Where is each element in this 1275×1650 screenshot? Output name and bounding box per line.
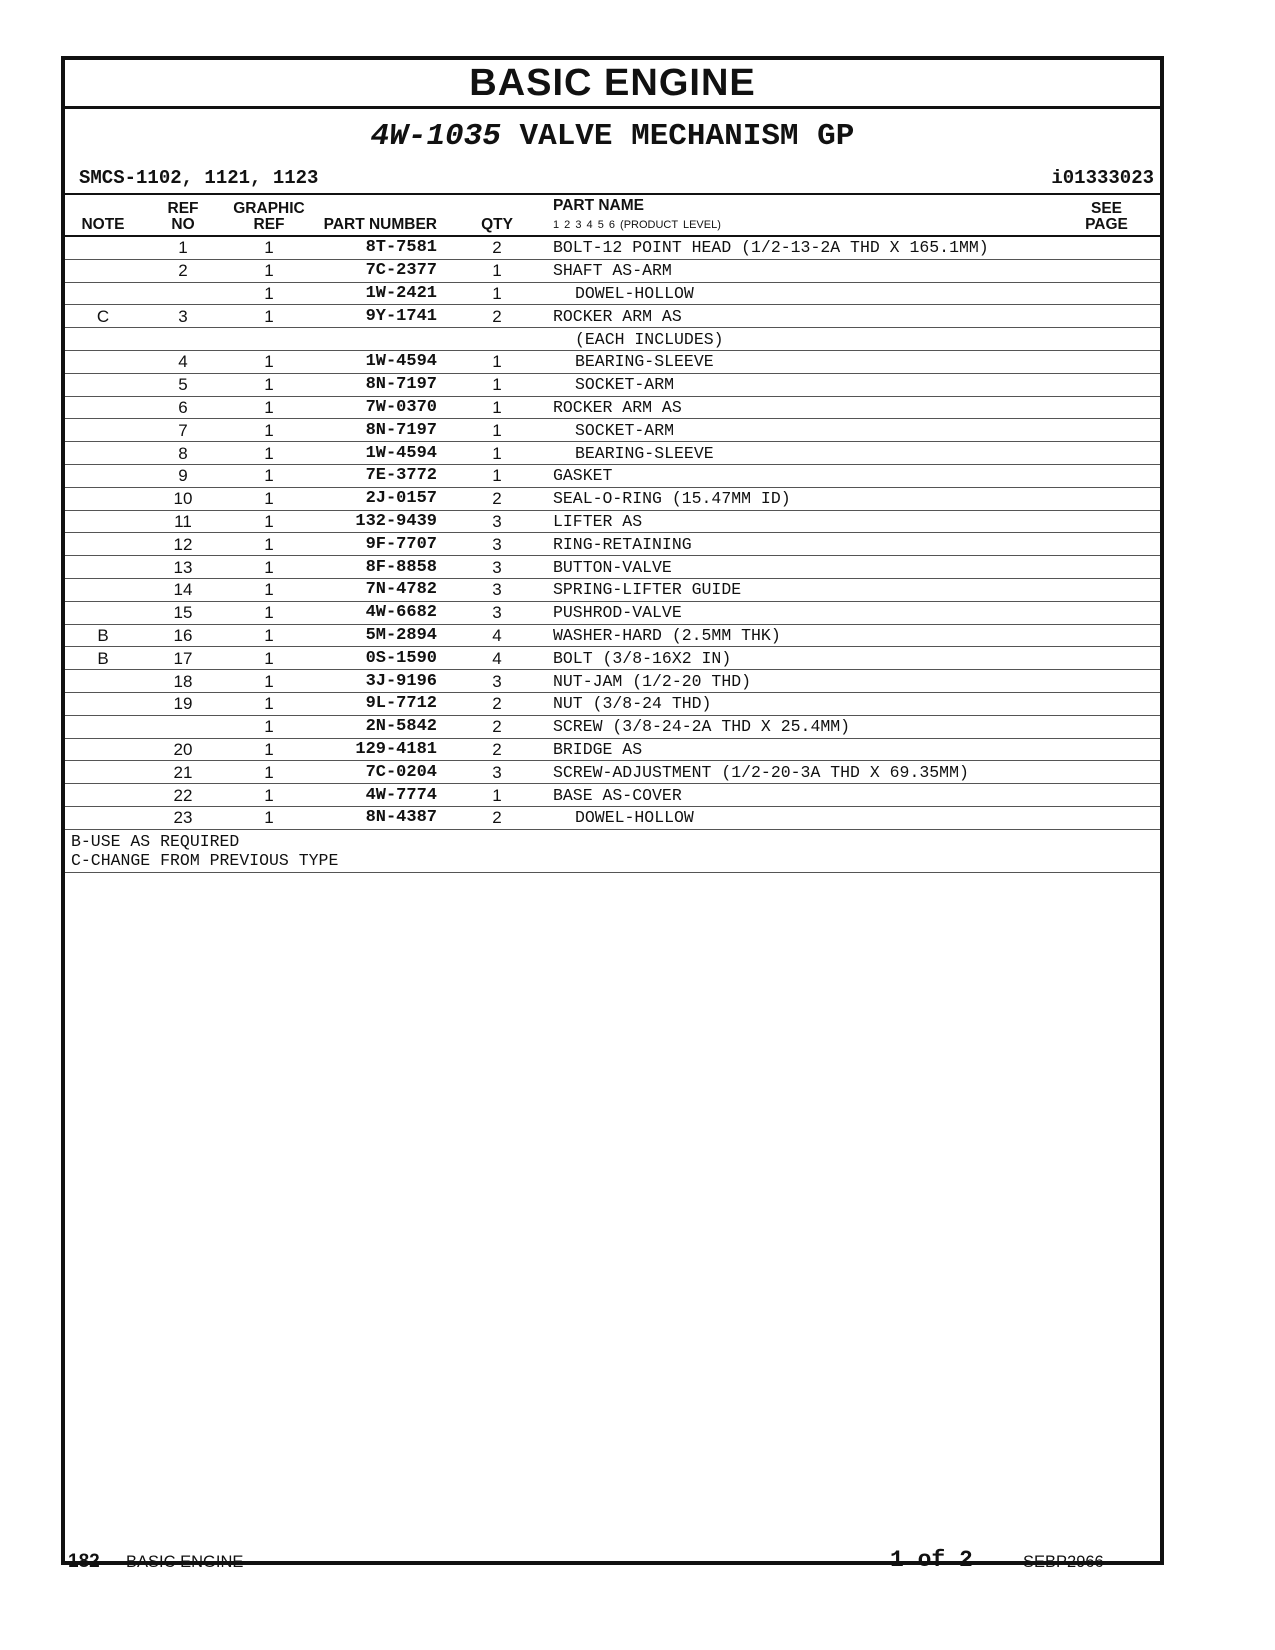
qty-cell: 2 <box>449 692 545 715</box>
part-number-cell: 5M-2894 <box>313 624 449 647</box>
ref-no-cell: 20 <box>141 738 225 761</box>
graphic-ref-cell: 1 <box>225 442 313 465</box>
document-id: i01333023 <box>1051 167 1154 189</box>
part-number-cell: 1W-2421 <box>313 282 449 305</box>
page-footer <box>0 1547 1275 1581</box>
graphic-ref-cell: 1 <box>225 670 313 693</box>
ref-no-cell: 2 <box>141 259 225 282</box>
page-number: 182 <box>68 1551 100 1572</box>
note-cell <box>65 761 141 784</box>
note-cell <box>65 419 141 442</box>
document-number: SEBP2966 <box>1023 1553 1104 1571</box>
part-name-cell: SEAL-O-RING (15.47MM ID) <box>545 487 1053 510</box>
qty-cell: 3 <box>449 601 545 624</box>
part-number-cell: 8F-8858 <box>313 556 449 579</box>
ref-no-cell: 12 <box>141 533 225 556</box>
footer-section: BASIC ENGINE <box>126 1553 244 1571</box>
see-page-cell <box>1053 419 1160 442</box>
see-page-cell <box>1053 282 1160 305</box>
part-name-cell: BASE AS-COVER <box>545 784 1053 807</box>
col-part-name: PART NAME 1 2 3 4 5 6 (PRODUCT LEVEL) <box>545 195 1053 236</box>
note-cell <box>65 556 141 579</box>
table-row <box>65 396 1160 419</box>
graphic-ref-cell: 1 <box>225 350 313 373</box>
ref-no-cell: 15 <box>141 601 225 624</box>
part-number-cell: 7E-3772 <box>313 464 449 487</box>
qty-cell: 3 <box>449 761 545 784</box>
part-number-cell: 9F-7707 <box>313 533 449 556</box>
part-name-cell: ROCKER ARM AS <box>545 305 1053 328</box>
table-row <box>65 282 1160 305</box>
part-number-cell: 8N-7197 <box>313 373 449 396</box>
note-cell <box>65 715 141 738</box>
note-cell <box>65 350 141 373</box>
qty-cell: 4 <box>449 647 545 670</box>
table-row <box>65 305 1160 328</box>
graphic-ref-cell: 1 <box>225 282 313 305</box>
product-level: 1 2 3 4 5 6 (PRODUCT LEVEL) <box>553 219 721 231</box>
smcs-row <box>65 165 1160 195</box>
see-page-cell <box>1053 442 1160 465</box>
graphic-ref-cell: 1 <box>225 647 313 670</box>
part-number-cell: 2N-5842 <box>313 715 449 738</box>
part-number-cell: 7C-0204 <box>313 761 449 784</box>
graphic-ref-cell: 1 <box>225 738 313 761</box>
part-number-cell <box>313 328 449 351</box>
qty-cell: 3 <box>449 533 545 556</box>
see-page-cell <box>1053 578 1160 601</box>
qty-cell: 2 <box>449 487 545 510</box>
graphic-ref-cell: 1 <box>225 396 313 419</box>
note-cell <box>65 442 141 465</box>
see-page-cell <box>1053 784 1160 807</box>
table-row <box>65 373 1160 396</box>
ref-no-cell: 18 <box>141 670 225 693</box>
qty-cell: 3 <box>449 510 545 533</box>
part-number-cell: 9L-7712 <box>313 692 449 715</box>
see-page-cell <box>1053 670 1160 693</box>
ref-no-cell: 19 <box>141 692 225 715</box>
table-row <box>65 442 1160 465</box>
ref-no-cell: 14 <box>141 578 225 601</box>
part-name-cell: PUSHROD-VALVE <box>545 601 1053 624</box>
table-row <box>65 578 1160 601</box>
part-number-cell: 8N-7197 <box>313 419 449 442</box>
ref-no-cell: 11 <box>141 510 225 533</box>
note-cell <box>65 236 141 259</box>
graphic-ref-cell: 1 <box>225 305 313 328</box>
part-name-cell: SCREW-ADJUSTMENT (1/2-20-3A THD X 69.35MM) <box>545 761 1053 784</box>
part-name-cell: SCREW (3/8-24-2A THD X 25.4MM) <box>545 715 1053 738</box>
part-name-cell: SOCKET-ARM <box>545 373 1053 396</box>
ref-no-cell: 1 <box>141 236 225 259</box>
table-row <box>65 464 1160 487</box>
col-see-page: SEE PAGE <box>1053 195 1160 236</box>
table-row <box>65 601 1160 624</box>
qty-cell: 1 <box>449 464 545 487</box>
see-page-cell <box>1053 624 1160 647</box>
see-page-cell <box>1053 715 1160 738</box>
ref-no-cell: 4 <box>141 350 225 373</box>
graphic-ref-cell: 1 <box>225 533 313 556</box>
table-row <box>65 670 1160 693</box>
qty-cell: 1 <box>449 282 545 305</box>
graphic-ref-cell: 1 <box>225 464 313 487</box>
graphic-ref-cell: 1 <box>225 578 313 601</box>
note-cell <box>65 692 141 715</box>
table-row <box>65 692 1160 715</box>
ref-no-cell: 10 <box>141 487 225 510</box>
part-name-cell: ROCKER ARM AS <box>545 396 1053 419</box>
qty-cell: 1 <box>449 419 545 442</box>
part-name-cell: BUTTON-VALVE <box>545 556 1053 579</box>
see-page-cell <box>1053 464 1160 487</box>
table-row <box>65 761 1160 784</box>
see-page-cell <box>1053 350 1160 373</box>
table-row <box>65 510 1160 533</box>
parts-table-body <box>65 236 1160 829</box>
graphic-ref-cell: 1 <box>225 624 313 647</box>
note-cell <box>65 738 141 761</box>
smcs-codes: SMCS-1102, 1121, 1123 <box>79 167 319 189</box>
ref-no-cell: 16 <box>141 624 225 647</box>
graphic-ref-cell: 1 <box>225 806 313 829</box>
part-name-cell: BOLT (3/8-16X2 IN) <box>545 647 1053 670</box>
see-page-cell <box>1053 647 1160 670</box>
part-name-cell: NUT (3/8-24 THD) <box>545 692 1053 715</box>
note-cell <box>65 533 141 556</box>
part-name-cell: NUT-JAM (1/2-20 THD) <box>545 670 1053 693</box>
qty-cell <box>449 328 545 351</box>
part-name-cell: GASKET <box>545 464 1053 487</box>
ref-no-cell: 22 <box>141 784 225 807</box>
see-page-cell <box>1053 533 1160 556</box>
page-of: 1 of 2 <box>890 1547 973 1573</box>
ref-no-cell: 6 <box>141 396 225 419</box>
parts-table <box>65 195 1160 830</box>
ref-no-cell: 23 <box>141 806 225 829</box>
part-number-cell: 7N-4782 <box>313 578 449 601</box>
part-number-cell: 4W-7774 <box>313 784 449 807</box>
see-page-cell <box>1053 328 1160 351</box>
note-cell <box>65 464 141 487</box>
group-name: VALVE MECHANISM GP <box>519 119 855 154</box>
see-page-cell <box>1053 259 1160 282</box>
part-name-cell: DOWEL-HOLLOW <box>545 282 1053 305</box>
note-cell <box>65 510 141 533</box>
ref-no-cell: 9 <box>141 464 225 487</box>
group-part-number: 4W-1035 <box>370 119 501 154</box>
qty-cell: 2 <box>449 236 545 259</box>
graphic-ref-cell: 1 <box>225 259 313 282</box>
table-row <box>65 556 1160 579</box>
note-b: B-USE AS REQUIRED <box>71 831 240 851</box>
qty-cell: 1 <box>449 442 545 465</box>
graphic-ref-cell <box>225 328 313 351</box>
note-cell <box>65 670 141 693</box>
table-row <box>65 236 1160 259</box>
ref-no-cell: 13 <box>141 556 225 579</box>
table-row <box>65 487 1160 510</box>
graphic-ref-cell: 1 <box>225 510 313 533</box>
part-name-cell: WASHER-HARD (2.5MM THK) <box>545 624 1053 647</box>
table-row <box>65 350 1160 373</box>
part-number-cell: 4W-6682 <box>313 601 449 624</box>
table-row <box>65 624 1160 647</box>
graphic-ref-cell: 1 <box>225 556 313 579</box>
table-row <box>65 419 1160 442</box>
ref-no-cell <box>141 328 225 351</box>
ref-no-cell: 3 <box>141 305 225 328</box>
note-cell <box>65 784 141 807</box>
table-row <box>65 647 1160 670</box>
table-row <box>65 533 1160 556</box>
part-name-cell: (EACH INCLUDES) <box>545 328 1053 351</box>
see-page-cell <box>1053 738 1160 761</box>
parts-list-frame <box>61 56 1164 1565</box>
see-page-cell <box>1053 487 1160 510</box>
ref-no-cell: 17 <box>141 647 225 670</box>
note-cell <box>65 259 141 282</box>
qty-cell: 3 <box>449 578 545 601</box>
see-page-cell <box>1053 806 1160 829</box>
qty-cell: 4 <box>449 624 545 647</box>
note-cell: B <box>65 647 141 670</box>
qty-cell: 3 <box>449 670 545 693</box>
qty-cell: 1 <box>449 373 545 396</box>
qty-cell: 2 <box>449 738 545 761</box>
qty-cell: 1 <box>449 350 545 373</box>
note-cell <box>65 282 141 305</box>
notes-legend <box>65 830 1160 873</box>
note-cell <box>65 373 141 396</box>
qty-cell: 2 <box>449 715 545 738</box>
note-cell <box>65 806 141 829</box>
part-number-cell: 3J-9196 <box>313 670 449 693</box>
part-number-cell: 8T-7581 <box>313 236 449 259</box>
qty-cell: 1 <box>449 259 545 282</box>
col-qty: QTY <box>449 195 545 236</box>
graphic-ref-cell: 1 <box>225 692 313 715</box>
graphic-ref-cell: 1 <box>225 373 313 396</box>
qty-cell: 1 <box>449 396 545 419</box>
graphic-ref-cell: 1 <box>225 715 313 738</box>
part-number-cell: 9Y-1741 <box>313 305 449 328</box>
part-name-cell: LIFTER AS <box>545 510 1053 533</box>
part-name-cell: BRIDGE AS <box>545 738 1053 761</box>
part-number-cell: 132-9439 <box>313 510 449 533</box>
part-number-cell: 0S-1590 <box>313 647 449 670</box>
part-name-cell: RING-RETAINING <box>545 533 1053 556</box>
qty-cell: 2 <box>449 305 545 328</box>
part-name-cell: SOCKET-ARM <box>545 419 1053 442</box>
see-page-cell <box>1053 396 1160 419</box>
graphic-ref-cell: 1 <box>225 419 313 442</box>
graphic-ref-cell: 1 <box>225 487 313 510</box>
note-cell <box>65 487 141 510</box>
see-page-cell <box>1053 601 1160 624</box>
section-title: BASIC ENGINE <box>65 60 1160 109</box>
see-page-cell <box>1053 761 1160 784</box>
ref-no-cell: 21 <box>141 761 225 784</box>
qty-cell: 1 <box>449 784 545 807</box>
table-header <box>65 195 1160 236</box>
graphic-ref-cell: 1 <box>225 236 313 259</box>
note-cell <box>65 578 141 601</box>
graphic-ref-cell: 1 <box>225 761 313 784</box>
see-page-cell <box>1053 373 1160 396</box>
note-cell <box>65 396 141 419</box>
part-number-cell: 8N-4387 <box>313 806 449 829</box>
table-row <box>65 328 1160 351</box>
ref-no-cell: 8 <box>141 442 225 465</box>
col-note: NOTE <box>65 195 141 236</box>
see-page-cell <box>1053 305 1160 328</box>
part-number-cell: 7C-2377 <box>313 259 449 282</box>
col-part-number: PART NUMBER <box>313 195 449 236</box>
table-row <box>65 715 1160 738</box>
col-graphic-ref: GRAPHIC REF <box>225 195 313 236</box>
part-number-cell: 129-4181 <box>313 738 449 761</box>
part-number-cell: 7W-0370 <box>313 396 449 419</box>
note-cell: C <box>65 305 141 328</box>
note-c: C-CHANGE FROM PREVIOUS TYPE <box>71 850 339 870</box>
part-name-cell: BEARING-SLEEVE <box>545 350 1053 373</box>
note-cell <box>65 601 141 624</box>
see-page-cell <box>1053 692 1160 715</box>
note-cell: B <box>65 624 141 647</box>
table-row <box>65 806 1160 829</box>
part-name-cell: BEARING-SLEEVE <box>545 442 1053 465</box>
part-number-cell: 1W-4594 <box>313 442 449 465</box>
see-page-cell <box>1053 510 1160 533</box>
part-name-cell: SHAFT AS-ARM <box>545 259 1053 282</box>
ref-no-cell: 7 <box>141 419 225 442</box>
group-title <box>65 109 1160 165</box>
part-name-cell: BOLT-12 POINT HEAD (1/2-13-2A THD X 165.1MM) <box>545 236 1053 259</box>
col-ref-no: REF NO <box>141 195 225 236</box>
graphic-ref-cell: 1 <box>225 601 313 624</box>
note-cell <box>65 328 141 351</box>
see-page-cell <box>1053 556 1160 579</box>
table-row <box>65 738 1160 761</box>
graphic-ref-cell: 1 <box>225 784 313 807</box>
part-number-cell: 2J-0157 <box>313 487 449 510</box>
table-row <box>65 259 1160 282</box>
see-page-cell <box>1053 236 1160 259</box>
table-row <box>65 784 1160 807</box>
ref-no-cell <box>141 715 225 738</box>
ref-no-cell: 5 <box>141 373 225 396</box>
ref-no-cell <box>141 282 225 305</box>
qty-cell: 2 <box>449 806 545 829</box>
part-number-cell: 1W-4594 <box>313 350 449 373</box>
part-name-cell: SPRING-LIFTER GUIDE <box>545 578 1053 601</box>
qty-cell: 3 <box>449 556 545 579</box>
part-name-cell: DOWEL-HOLLOW <box>545 806 1053 829</box>
